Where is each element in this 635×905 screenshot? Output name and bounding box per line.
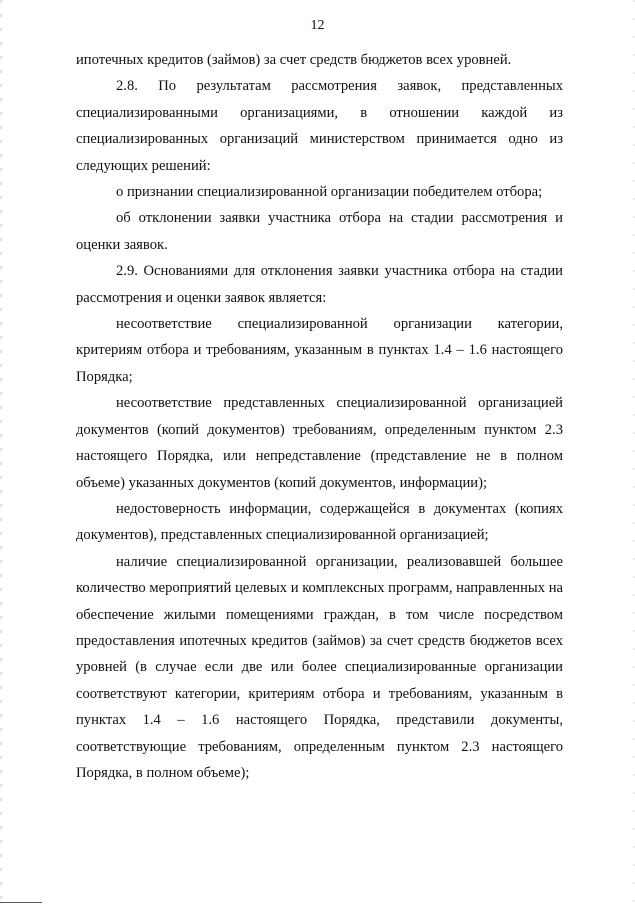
paragraph-ground-documents: несоответствие представленных специализированной организацией документов (копий документов) требованиям, определенным пунктом 2.3 настоящего Порядка, или непредставление (представление не в полном объеме) указанных документов (копий документов, информации); [76, 395, 563, 491]
paragraph-2-8: 2.8. По результатам рассмотрения заявок, представленных специализированными организациями, в отношении каждой из специализированных организаций министерством принимается одно из следующих решений: [76, 78, 563, 174]
paragraph-2-9: 2.9. Основаниями для отклонения заявки участника отбора на стадии рассмотрения и оценки заявок является: [76, 263, 563, 306]
paragraph-decision-reject: об отклонении заявки участника отбора на стадии рассмотрения и оценки заявок. [76, 210, 563, 253]
scan-edge-left [0, 0, 2, 905]
page-number: 12 [310, 18, 325, 33]
document-body [76, 47, 563, 786]
paragraph-decision-winner: о признании специализированной организации победителем отбора; [116, 184, 543, 201]
paragraph-ground-category: несоответствие специализированной организации категории, критериям отбора и требованиям, указанным в пунктах 1.4 – 1.6 настоящего Порядка; [76, 316, 563, 385]
paragraph-ground-competitor: наличие специализированной организации, реализовавшей большее количество мероприятий целевых и комплексных программ, направленных на обеспечение жилыми помещениями граждан, в том числе посредством предоставления ипотечных кредитов (займов) за счет средств бюджетов всех уровней (в случае если две или более специализированные организации соответствуют категории, критериям отбора и требованиям, указанным в пунктах 1.4 – 1.6 настоящего Порядка, представили документы, соответствующие требованиям, определенным пунктом 2.3 настоящего Порядка, в полном объеме); [76, 553, 563, 781]
paragraph-ground-unreliable: недостоверность информации, содержащейся в документах (копиях документов), представленных специализированной организацией; [76, 500, 563, 544]
paragraph-continuation: ипотечных кредитов (займов) за счет средств бюджетов всех уровней. [76, 52, 512, 68]
bottom-rule [0, 902, 42, 903]
